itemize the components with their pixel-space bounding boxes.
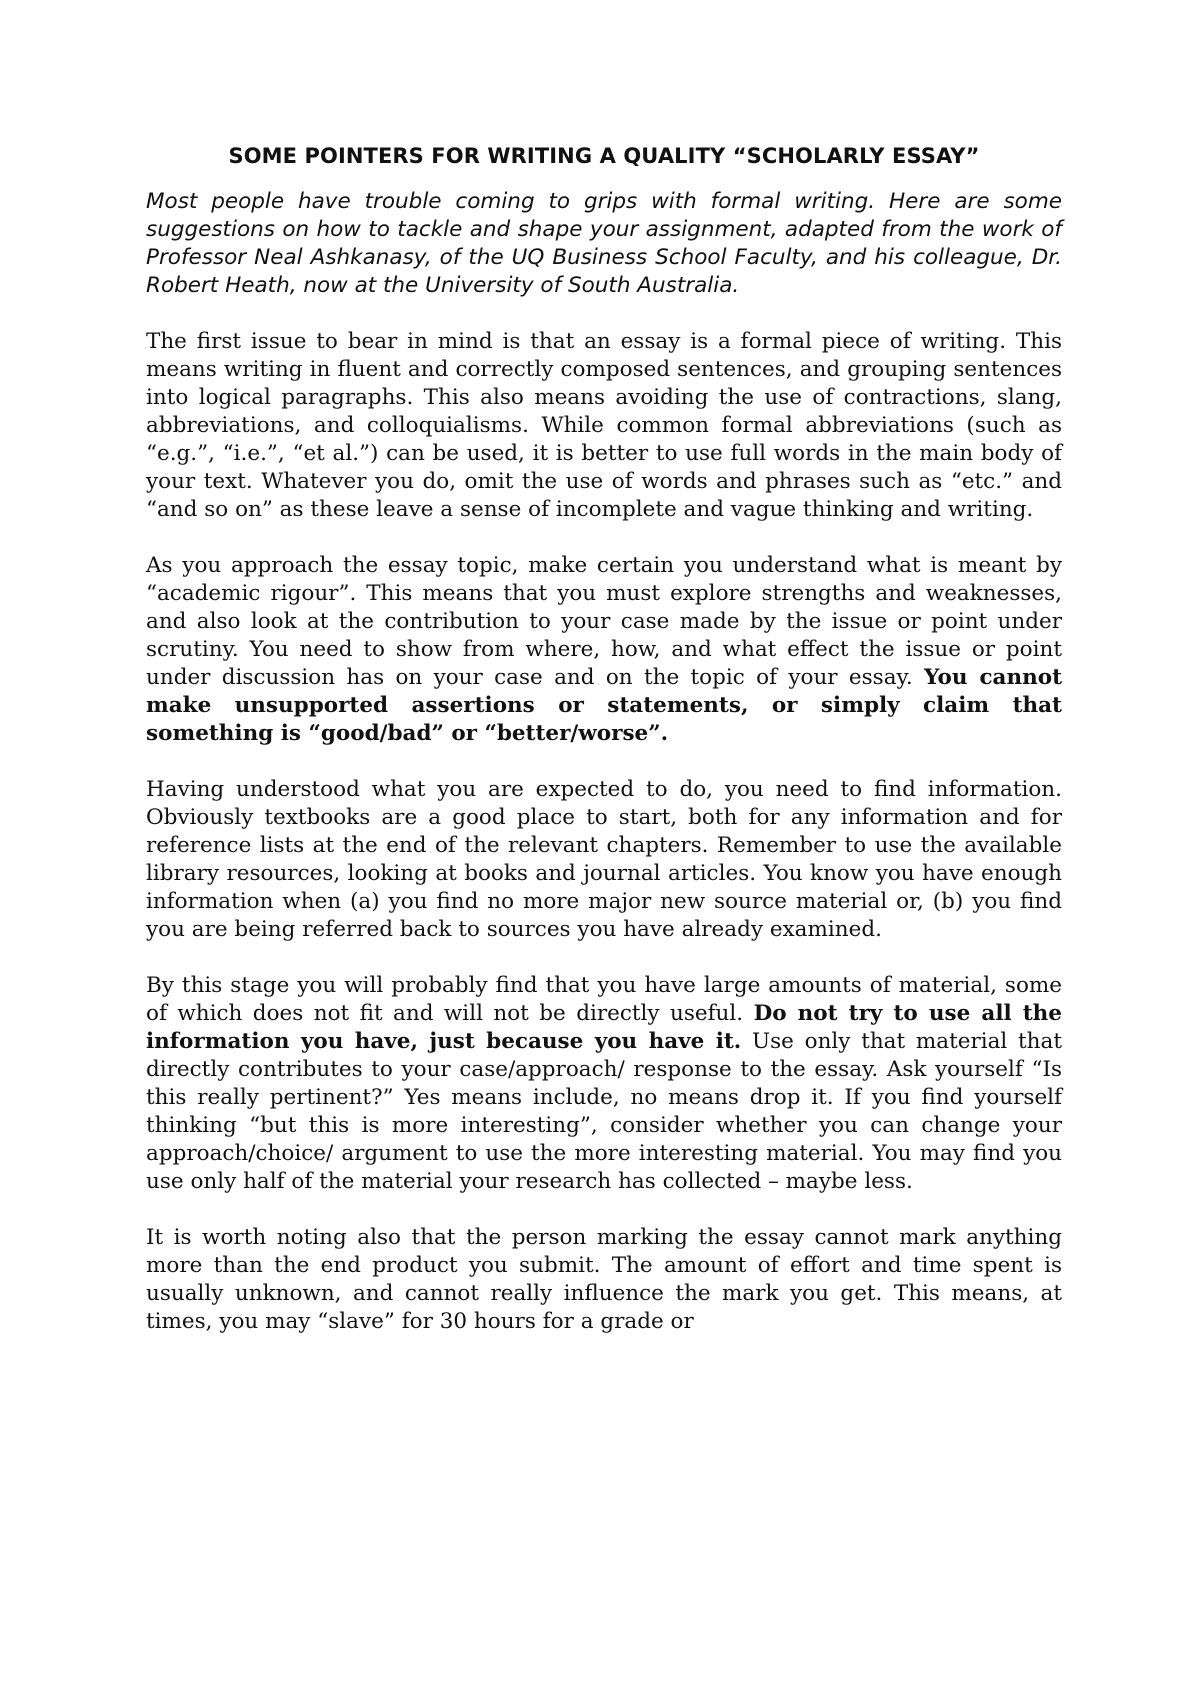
paragraph-formal-writing — [146, 328, 1062, 524]
paragraph-text: Having understood what you are expected to do, you need to find information. Obviously textbooks are a good place to start, both for any information and for reference lists at the end of the relevant chapters. Remember to use the available library resources, looking at books and journal articles. You know you have enough information when (a) you find no more major new source material or, (b) you find you are being referred back to sources you have already examined. — [146, 777, 1062, 942]
paragraph-text: By this stage you will probably find that you have large amounts of material, some of which does not fit and will not be directly useful. — [146, 973, 1062, 1026]
paragraph-text-continued: Use only that material that directly contributes to your case/approach/ response to the essay. Ask yourself “Is this really pertinent?” Yes means include, no means drop it. If you find yourself thinking “but this is more interesting”, consider whether you can change your approach/choice/ argument to use the more interesting material. You may find you use only half of the material your research has collected – maybe less. — [146, 1029, 1062, 1194]
intro-paragraph: Most people have trouble coming to grips with formal writing. Here are some suggestions on how to tackle and shape your assignment, adapted from the work of Professor Neal Ashkanasy, of the UQ Business School Faculty, and his colleague, Dr. Robert Heath, now at the University of South Australia. — [146, 189, 1062, 298]
paragraph-text: The first issue to bear in mind is that an essay is a formal piece of writing. This means writing in fluent and correctly composed sentences, and grouping sentences into logical paragraphs. This also means avoiding the use of contractions, slang, abbreviations, and colloquialisms. While common formal abbreviations (such as “e.g.”, “i.e.”, “et al.”) can be used, it is better to use full words in the main body of your text. Whatever you do, omit the use of words and phrases such as “etc.” and “and so on” as these leave a sense of incomplete and vague thinking and writing. — [146, 329, 1062, 522]
paragraph-emphasis: Do not try to use all the information you have, just because you have it. — [146, 1001, 1062, 1054]
paragraph-finding-information — [146, 776, 1062, 944]
paragraph-academic-rigour — [146, 552, 1062, 748]
document-page — [146, 142, 1062, 1364]
paragraph-emphasis: You cannot make unsupported assertions or statements, or simply claim that something is “good/bad” or “better/worse”. — [146, 665, 1062, 746]
document-title: SOME POINTERS FOR WRITING A QUALITY “SCHOLARLY ESSAY” — [228, 144, 980, 168]
paragraph-end-product — [146, 1224, 1062, 1336]
paragraph-selecting-material — [146, 972, 1062, 1196]
paragraph-text: It is worth noting also that the person marking the essay cannot mark anything more than the end product you submit. The amount of effort and time spent is usually unknown, and cannot really influence the mark you get. This means, at times, you may “slave” for 30 hours for a grade or — [146, 1225, 1062, 1334]
paragraph-text: As you approach the essay topic, make certain you understand what is meant by “academic rigour”. This means that you must explore strengths and weaknesses, and also look at the contribution to your case made by the issue or point under scrutiny. You need to show from where, how, and what effect the issue or point under discussion has on your case and on the topic of your essay. — [146, 553, 1062, 690]
